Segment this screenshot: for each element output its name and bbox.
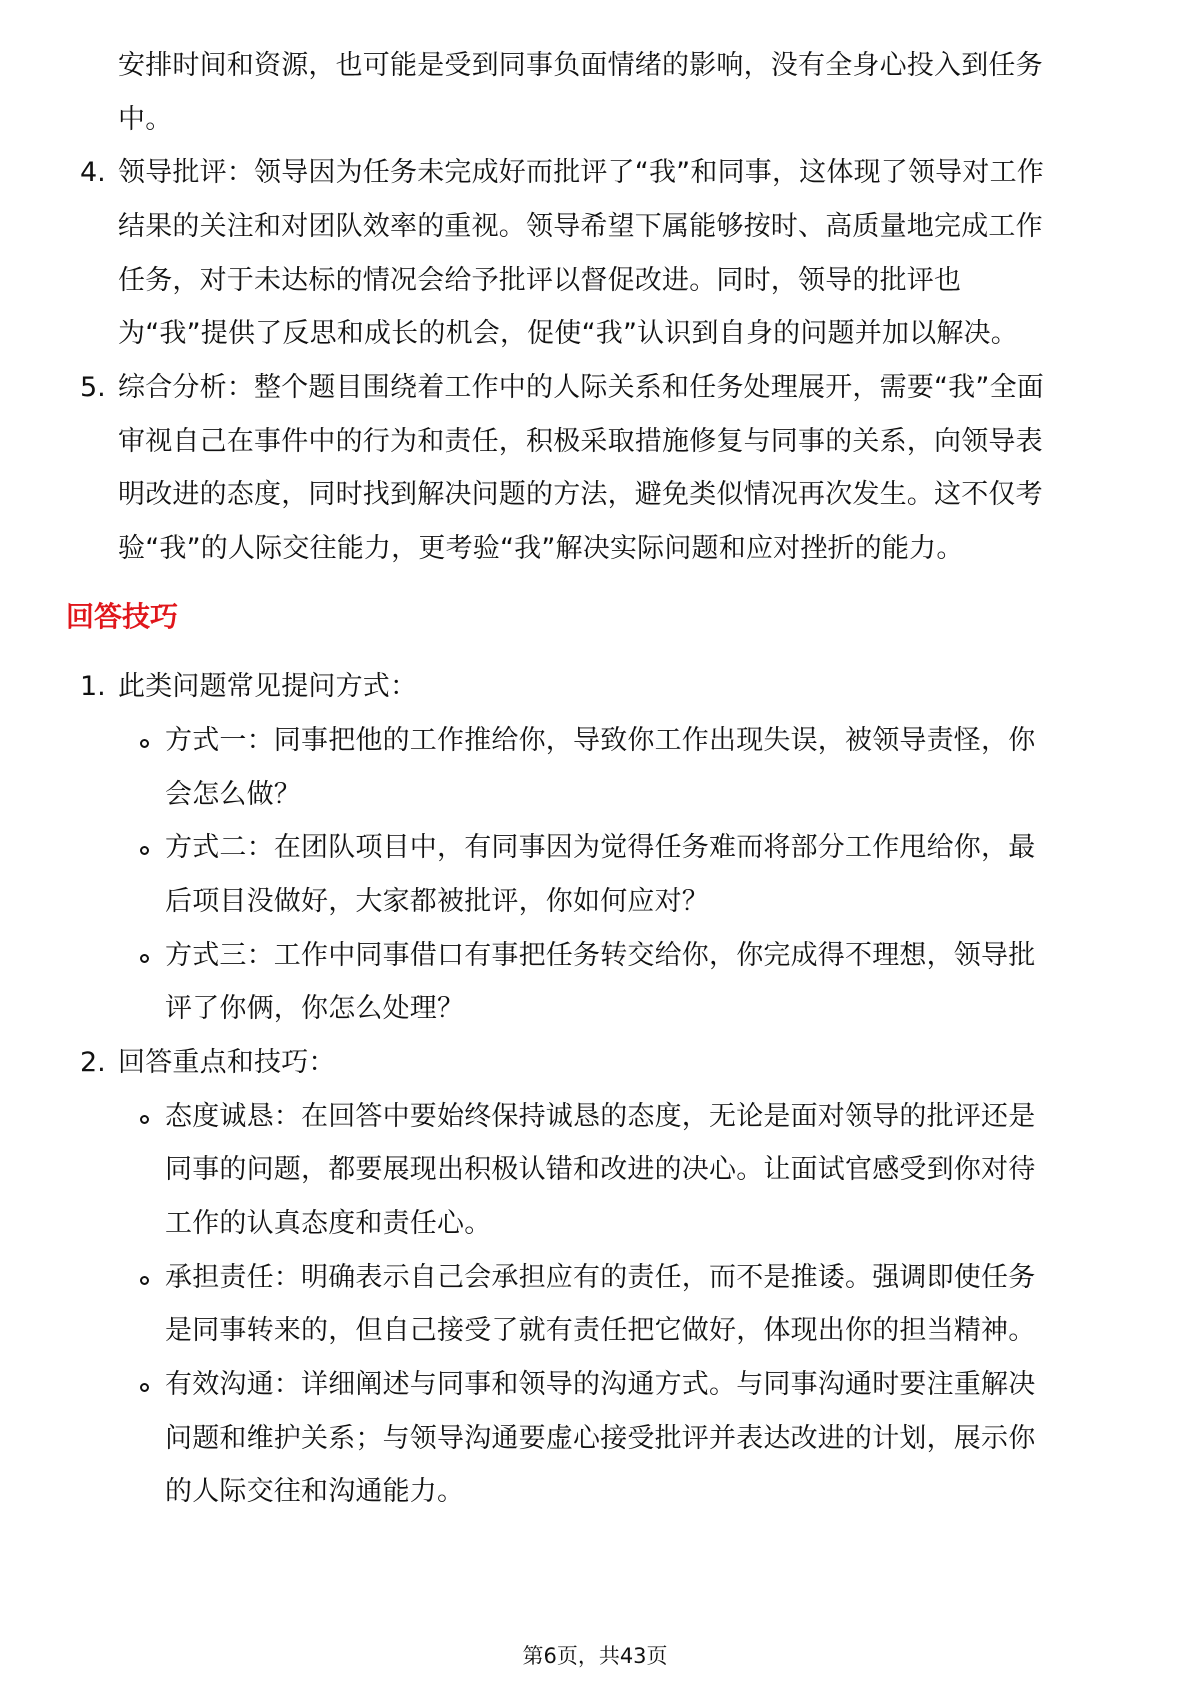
paragraph-line: 审视自己在事件中的行为和责任，积极采取措施修复与同事的关系，向领导表 <box>118 426 1043 457</box>
paragraph-line: 工作的认真态度和责任心。 <box>165 1208 492 1239</box>
bullet-circle-icon <box>140 739 149 748</box>
page-number-footer: 第6页，共43页 <box>522 1644 668 1668</box>
list-number: 1. <box>80 671 106 702</box>
paragraph-line: 为“我”提供了反思和成长的机会，促使“我”认识到自身的问题并加以解决。 <box>118 318 1018 349</box>
paragraph-line: 结果的关注和对团队效率的重视。领导希望下属能够按时、高质量地完成工作 <box>118 211 1043 242</box>
paragraph-line: 问题和维护关系；与领导沟通要虚心接受批评并表达改进的计划，展示你 <box>165 1423 1036 1454</box>
paragraph-line: 领导批评：领导因为任务未完成好而批评了“我”和同事，这体现了领导对工作 <box>118 157 1044 188</box>
paragraph-line: 有效沟通：详细阐述与同事和领导的沟通方式。与同事沟通时要注重解决 <box>165 1369 1036 1400</box>
list-number: 5. <box>80 372 106 403</box>
paragraph-line: 同事的问题，都要展现出积极认错和改进的决心。让面试官感受到你对待 <box>165 1154 1036 1185</box>
bullet-circle-icon <box>140 954 149 963</box>
paragraph-line: 方式三：工作中同事借口有事把任务转交给你，你完成得不理想，领导批 <box>165 940 1036 971</box>
paragraph-line: 方式一：同事把他的工作推给你，导致你工作出现失误，被领导责怪，你 <box>165 725 1036 756</box>
section-heading: 回答技巧 <box>66 600 179 633</box>
bullet-circle-icon <box>140 1115 149 1124</box>
paragraph-line: 后项目没做好，大家都被批评，你如何应对？ <box>165 886 709 917</box>
paragraph-line: 中。 <box>118 104 173 135</box>
paragraph-line: 任务，对于未达标的情况会给予批评以督促改进。同时，领导的批评也 <box>118 265 962 296</box>
paragraph-line: 验“我”的人际交往能力，更考验“我”解决实际问题和应对挫折的能力。 <box>118 533 964 564</box>
bullet-circle-icon <box>140 846 149 855</box>
paragraph-line: 会怎么做？ <box>165 779 301 810</box>
list-number: 4. <box>80 157 106 188</box>
paragraph-line: 安排时间和资源，也可能是受到同事负面情绪的影响，没有全身心投入到任务 <box>118 50 1043 81</box>
bullet-circle-icon <box>140 1383 149 1392</box>
paragraph-line: 的人际交往和沟通能力。 <box>165 1476 465 1507</box>
paragraph-line: 明改进的态度，同时找到解决问题的方法，避免类似情况再次发生。这不仅考 <box>118 479 1043 510</box>
paragraph-line: 评了你俩，你怎么处理？ <box>165 993 465 1024</box>
list-number: 2. <box>80 1047 106 1078</box>
paragraph-line: 态度诚恳：在回答中要始终保持诚恳的态度，无论是面对领导的批评还是 <box>165 1101 1036 1132</box>
bullet-circle-icon <box>140 1276 149 1285</box>
paragraph-line: 是同事转来的，但自己接受了就有责任把它做好，体现出你的担当精神。 <box>165 1315 1036 1346</box>
paragraph-line: 综合分析：整个题目围绕着工作中的人际关系和任务处理展开，需要“我”全面 <box>118 372 1044 403</box>
paragraph-line: 方式二：在团队项目中，有同事因为觉得任务难而将部分工作甩给你，最 <box>165 832 1036 863</box>
paragraph-line: 承担责任：明确表示自己会承担应有的责任，而不是推诿。强调即使任务 <box>165 1262 1036 1293</box>
list-item-title: 回答重点和技巧： <box>118 1047 336 1078</box>
list-item-title: 此类问题常见提问方式： <box>118 671 418 702</box>
